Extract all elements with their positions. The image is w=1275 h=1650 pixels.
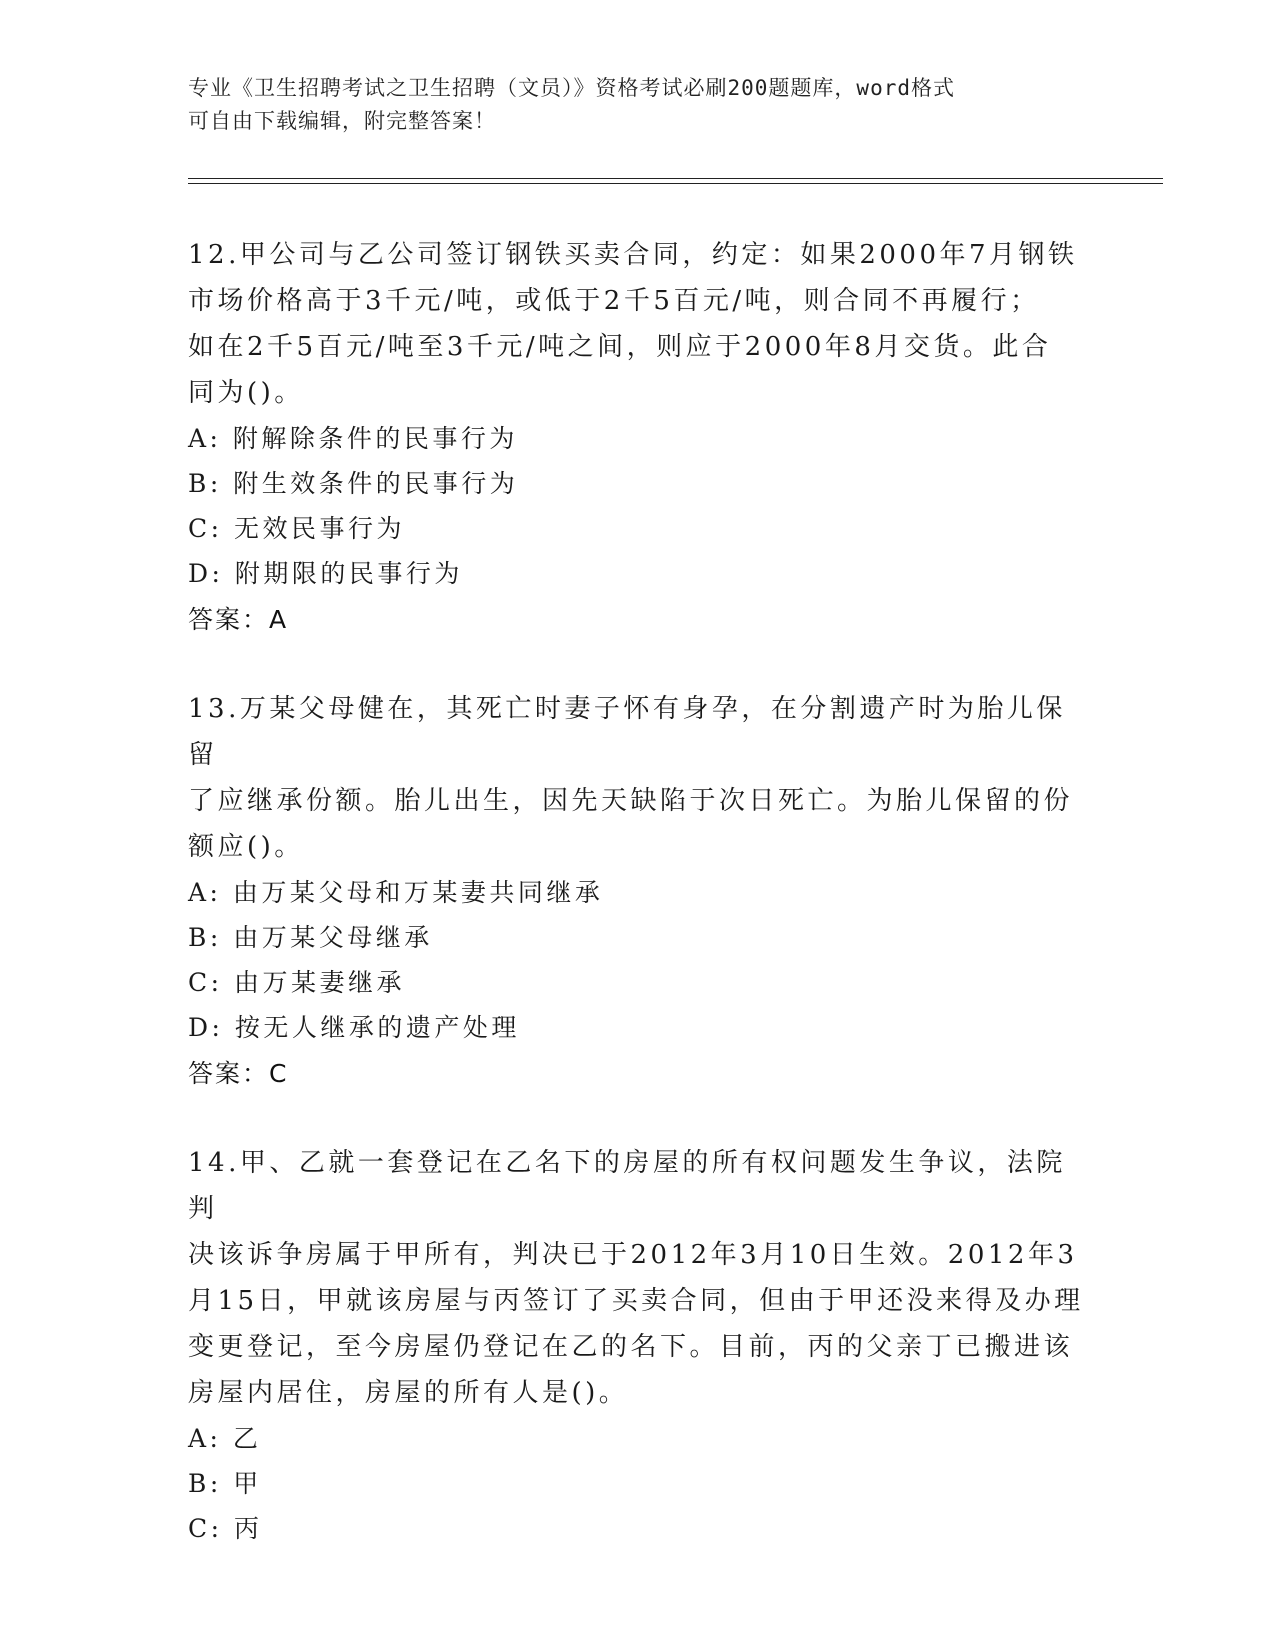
question-stem xyxy=(188,232,1088,416)
question-14 xyxy=(188,1140,1088,1551)
option-b: B: 由万某父母继承 xyxy=(188,923,433,952)
header-line-1: 专业《卫生招聘考试之卫生招聘（文员）》资格考试必刷200题题库，word格式 xyxy=(188,76,955,100)
option-d: D: 按无人继承的遗产处理 xyxy=(188,1013,520,1042)
question-13 xyxy=(188,686,1088,1098)
stem-line: 13.万某父母健在，其死亡时妻子怀有身孕，在分割遗产时为胎儿保留 xyxy=(188,694,1066,770)
option-c: C: 无效民事行为 xyxy=(188,514,405,543)
stem-line: 同为()。 xyxy=(188,378,304,408)
stem-line: 额应()。 xyxy=(188,832,304,862)
stem-line: 变更登记，至今房屋仍登记在乙的名下。目前，丙的父亲丁已搬进该 xyxy=(188,1332,1074,1362)
option-c: C: 丙 xyxy=(188,1514,263,1543)
question-12 xyxy=(188,232,1088,644)
question-stem xyxy=(188,686,1088,870)
option-a: A: 乙 xyxy=(188,1424,262,1453)
stem-line: 12.甲公司与乙公司签订钢铁买卖合同，约定：如果2000年7月钢铁 xyxy=(188,240,1078,270)
header-line-2: 可自由下载编辑，附完整答案！ xyxy=(188,109,496,133)
document-header xyxy=(188,72,1068,138)
option-a: A: 由万某父母和万某妻共同继承 xyxy=(188,878,604,907)
answer-line: 答案：A xyxy=(188,605,289,634)
stem-line: 月15日，甲就该房屋与丙签订了买卖合同，但由于甲还没来得及办理 xyxy=(188,1286,1084,1316)
stem-line: 14.甲、乙就一套登记在乙名下的房屋的所有权问题发生争议，法院判 xyxy=(188,1148,1066,1224)
stem-line: 市场价格高于3千元/吨，或低于2千5百元/吨，则合同不再履行； xyxy=(188,286,1040,316)
question-stem xyxy=(188,1140,1088,1416)
answer-line: 答案：C xyxy=(188,1059,289,1088)
option-b: B: 甲 xyxy=(188,1469,262,1498)
option-b: B: 附生效条件的民事行为 xyxy=(188,469,519,498)
option-d: D: 附期限的民事行为 xyxy=(188,559,463,588)
stem-line: 房屋内居住，房屋的所有人是()。 xyxy=(188,1378,629,1408)
option-a: A: 附解除条件的民事行为 xyxy=(188,424,518,453)
stem-line: 决该诉争房属于甲所有，判决已于2012年3月10日生效。2012年3 xyxy=(188,1240,1078,1270)
header-divider xyxy=(188,178,1163,184)
stem-line: 了应继承份额。胎儿出生，因先天缺陷于次日死亡。为胎儿保留的份 xyxy=(188,786,1074,816)
stem-line: 如在2千5百元/吨至3千元/吨之间，则应于2000年8月交货。此合 xyxy=(188,332,1052,362)
option-c: C: 由万某妻继承 xyxy=(188,968,405,997)
question-list xyxy=(188,232,1088,1593)
